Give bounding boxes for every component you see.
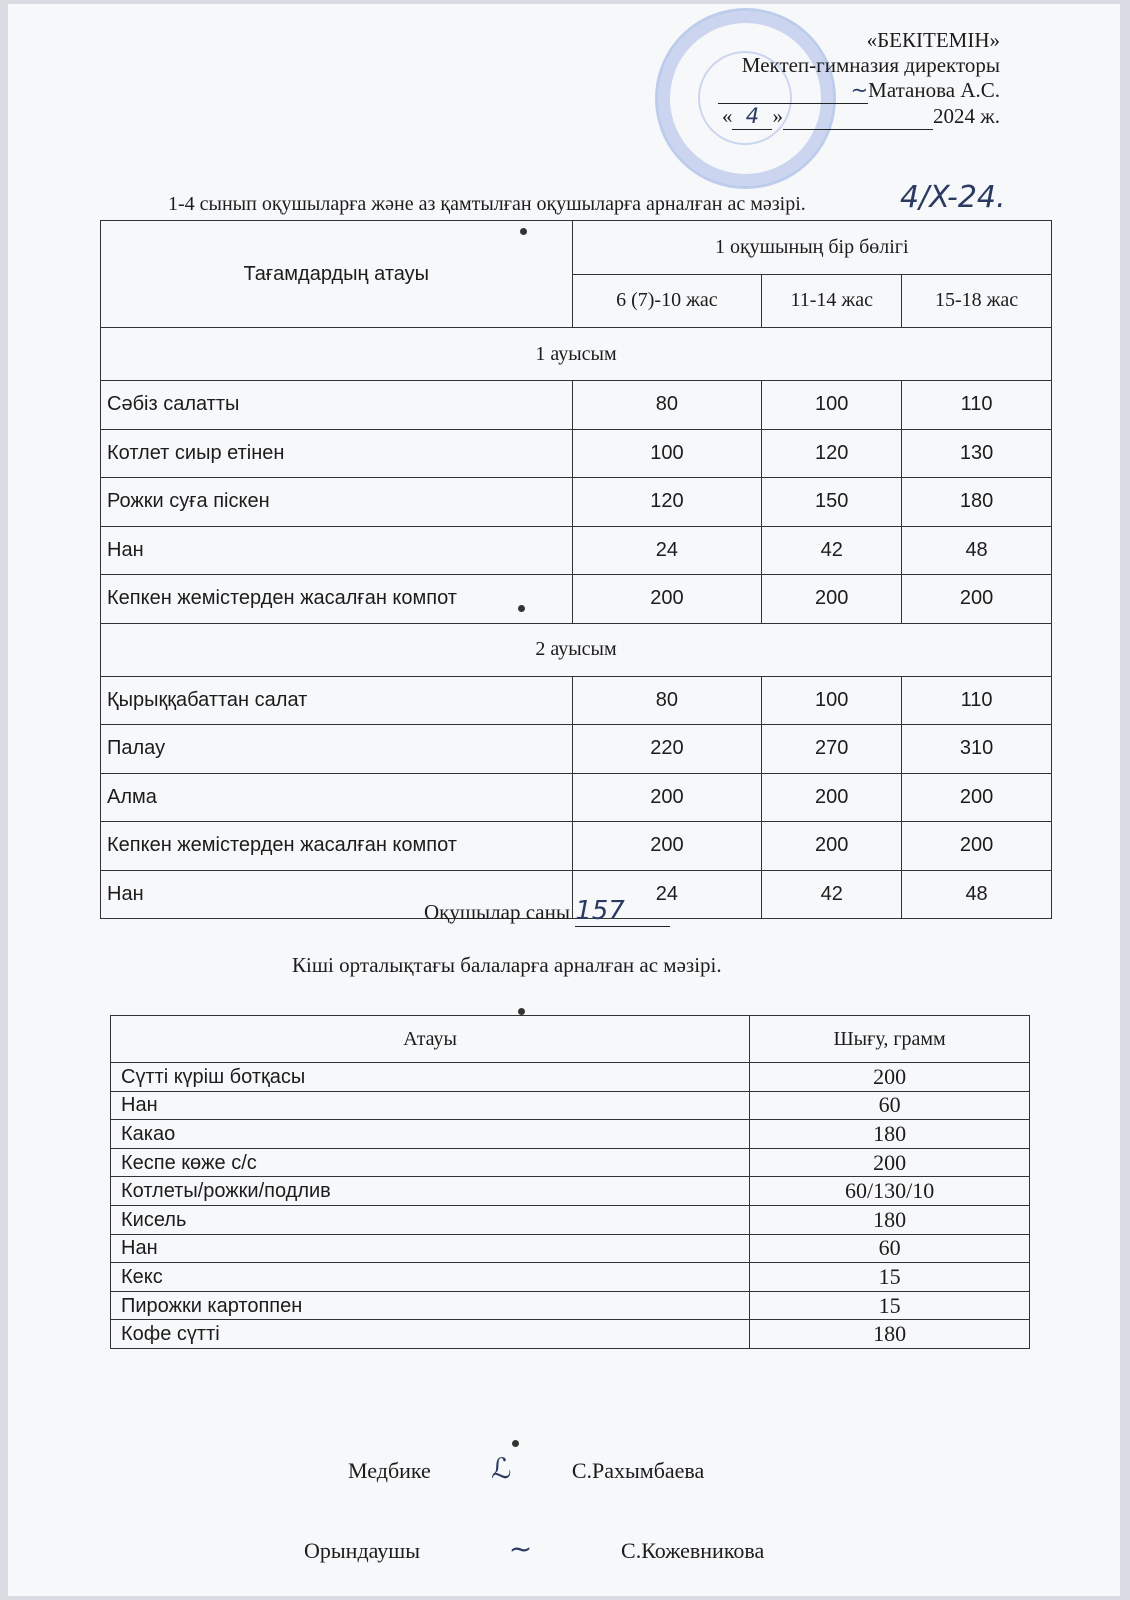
table-row — [111, 1091, 1030, 1120]
nurse-signature: ℒ — [491, 1452, 512, 1485]
menu1-handwritten-date: 4/X-24. — [900, 180, 1006, 215]
portion: 200 — [762, 822, 902, 871]
table-row — [101, 676, 1052, 725]
dish-name: Котлеты/рожки/подлив — [111, 1177, 750, 1206]
dish-name: Сәбіз салатты — [101, 381, 573, 430]
students-count-value: 157 — [575, 896, 670, 927]
approval-signature-line — [718, 78, 1000, 104]
binder-hole-icon — [512, 1440, 519, 1447]
table-row — [101, 773, 1052, 822]
dish-output: 60 — [750, 1234, 1030, 1263]
menu1-col-group: 1 оқушының бір бөлігі — [572, 221, 1052, 275]
nurse-name: С.Рахымбаева — [571, 1458, 705, 1483]
portion: 150 — [762, 478, 902, 527]
dish-name: Пирожки картоппен — [111, 1291, 750, 1320]
dish-name: Кисель — [111, 1205, 750, 1234]
students-count — [424, 896, 670, 927]
table-row — [111, 1063, 1030, 1092]
dish-name: Какао — [111, 1120, 750, 1149]
approval-day: 4 — [732, 104, 772, 130]
menu2-table — [110, 1015, 1030, 1349]
dish-name: Сүтті күріш ботқасы — [111, 1063, 750, 1092]
dish-name: Рожки суға піскен — [101, 478, 573, 527]
dish-output: 180 — [750, 1120, 1030, 1149]
dish-output: 60 — [750, 1091, 1030, 1120]
menu1-age-col: 11-14 жас — [762, 274, 902, 328]
portion: 200 — [902, 575, 1052, 624]
performer-role: Орындаушы — [304, 1538, 421, 1563]
students-count-label: Оқушылар саны — [424, 900, 570, 924]
portion: 200 — [572, 822, 762, 871]
binder-hole-icon — [518, 605, 525, 612]
table-row — [111, 1205, 1030, 1234]
performer-name: С.Кожевникова — [621, 1538, 765, 1563]
portion: 100 — [762, 676, 902, 725]
portion: 200 — [902, 773, 1052, 822]
menu2-col-name: Атауы — [111, 1016, 750, 1063]
nurse-role: Медбике — [348, 1458, 431, 1483]
dish-output: 15 — [750, 1291, 1030, 1320]
performer-signature-row — [304, 1532, 764, 1565]
portion: 130 — [902, 429, 1052, 478]
portion: 100 — [572, 429, 762, 478]
dish-name: Котлет сиыр етінен — [101, 429, 573, 478]
table-row — [111, 1291, 1030, 1320]
director-name: Матанова А.С. — [868, 78, 1000, 102]
menu1-col-name: Тағамдардың атауы — [101, 221, 573, 328]
shift2-label: 2 ауысым — [101, 623, 1052, 676]
portion: 80 — [572, 381, 762, 430]
portion: 100 — [762, 381, 902, 430]
portion: 200 — [572, 773, 762, 822]
portion: 42 — [762, 870, 902, 919]
approval-date: « 4 » 2024 ж. — [721, 104, 1000, 128]
table-row — [101, 526, 1052, 575]
table-row — [101, 478, 1052, 527]
portion: 24 — [572, 870, 762, 919]
menu1-title: 1-4 сынып оқушыларға және аз қамтылған оқушыларға арналған ас мәзірі. — [168, 193, 806, 215]
dish-name: Алма — [101, 773, 573, 822]
portion: 200 — [572, 575, 762, 624]
table-row — [111, 1234, 1030, 1263]
portion: 120 — [762, 429, 902, 478]
table-row — [111, 1177, 1030, 1206]
portion: 270 — [762, 725, 902, 774]
shift1-label: 1 ауысым — [101, 328, 1052, 381]
dish-name: Нан — [101, 526, 573, 575]
table-row — [111, 1120, 1030, 1149]
table-row — [111, 1320, 1030, 1349]
portion: 110 — [902, 676, 1052, 725]
dish-output: 200 — [750, 1148, 1030, 1177]
binder-hole-icon — [518, 1008, 525, 1015]
portion: 200 — [762, 773, 902, 822]
portion: 24 — [572, 526, 762, 575]
table-row — [111, 1263, 1030, 1292]
dish-name: Нан — [111, 1234, 750, 1263]
table-row — [101, 575, 1052, 624]
dish-name: Қырыққабаттан салат — [101, 676, 573, 725]
portion: 180 — [902, 478, 1052, 527]
portion: 48 — [902, 526, 1052, 575]
portion: 42 — [762, 526, 902, 575]
dish-name: Кепкен жемістерден жасалған компот — [101, 822, 573, 871]
portion: 110 — [902, 381, 1052, 430]
table-row — [101, 381, 1052, 430]
dish-name: Кофе сүтті — [111, 1320, 750, 1349]
nurse-signature-row — [348, 1452, 704, 1485]
director-signature: ~ — [718, 78, 868, 104]
performer-signature: ~ — [508, 1532, 533, 1565]
dish-output: 15 — [750, 1263, 1030, 1292]
table-row — [101, 725, 1052, 774]
menu2-title: Кіші орталықтағы балаларға арналған ас мәзірі. — [292, 953, 722, 977]
dish-output: 200 — [750, 1063, 1030, 1092]
menu2-col-output: Шығу, грамм — [750, 1016, 1030, 1063]
table-row — [101, 429, 1052, 478]
dish-name: Кепкен жемістерден жасалған компот — [101, 575, 573, 624]
approval-position: Мектеп-гимназия директоры — [741, 53, 1000, 77]
binder-hole-icon — [520, 228, 527, 235]
portion: 80 — [572, 676, 762, 725]
approval-block — [718, 28, 1000, 130]
dish-name: Нан — [111, 1091, 750, 1120]
dish-name: Палау — [101, 725, 573, 774]
dish-output: 180 — [750, 1205, 1030, 1234]
portion: 200 — [902, 822, 1052, 871]
menu1-table — [100, 220, 1052, 919]
approval-month-line — [783, 104, 933, 130]
dish-output: 180 — [750, 1320, 1030, 1349]
menu1-age-col: 6 (7)-10 жас — [572, 274, 762, 328]
portion: 200 — [762, 575, 902, 624]
portion: 120 — [572, 478, 762, 527]
portion: 48 — [902, 870, 1052, 919]
dish-name: Кекс — [111, 1263, 750, 1292]
portion: 310 — [902, 725, 1052, 774]
dish-name: Нан — [101, 870, 573, 919]
dish-name: Кеспе көже с/с — [111, 1148, 750, 1177]
table-row — [101, 822, 1052, 871]
table-row — [111, 1148, 1030, 1177]
menu1-age-col: 15-18 жас — [902, 274, 1052, 328]
approval-heading: «БЕКІТЕМІН» — [866, 28, 1000, 52]
dish-output: 60/130/10 — [750, 1177, 1030, 1206]
approval-year: 2024 ж. — [932, 104, 1000, 128]
portion: 220 — [572, 725, 762, 774]
